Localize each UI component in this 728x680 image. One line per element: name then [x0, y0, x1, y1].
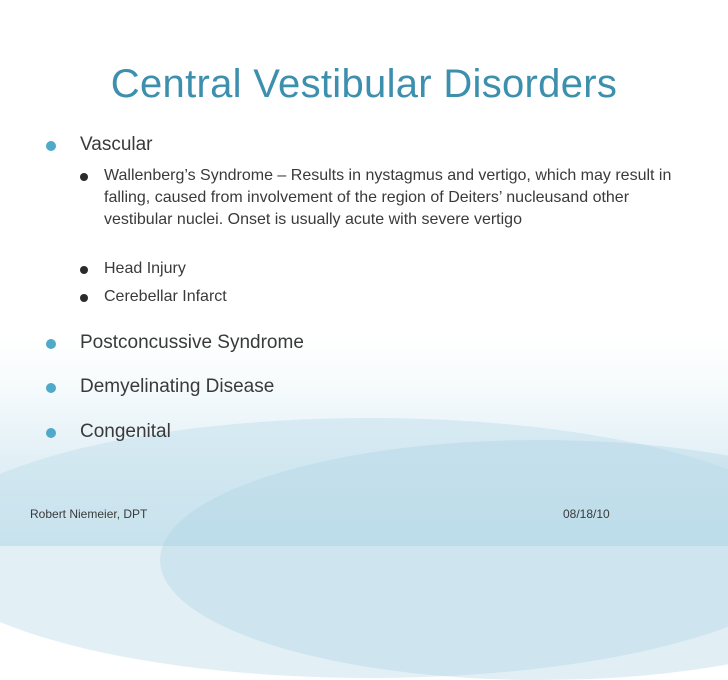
sub-bullet-icon: [80, 173, 88, 181]
slide-title: Central Vestibular Disorders: [110, 62, 618, 106]
bullet-icon: [46, 141, 56, 151]
bullet-icon: [46, 428, 56, 438]
footer-date: 08/18/10: [563, 507, 610, 521]
sub-bullet-cerebellar-infarct: Cerebellar Infarct: [104, 288, 227, 305]
bullet-demyelinating: Demyelinating Disease: [80, 376, 275, 397]
bullet-icon: [46, 383, 56, 393]
sub-bullet-head-injury: Head Injury: [104, 260, 186, 277]
sub-bullet-wallenberg: Wallenberg’s Syndrome – Results in nystagmus and vertigo, which may result in falling, caused from involvement of the region of Deiters’ nucleusand other vestibular nuclei. Onset is usually acute with severe vertigo: [104, 167, 672, 228]
sub-bullet-icon: [80, 294, 88, 302]
sub-bullet-icon: [80, 266, 88, 274]
footer-author: Robert Niemeier, DPT: [30, 507, 148, 521]
bullet-vascular: Vascular: [80, 134, 153, 155]
bullet-congenital: Congenital: [80, 421, 171, 442]
bullet-postconcussive: Postconcussive Syndrome: [80, 332, 304, 353]
bullet-icon: [46, 339, 56, 349]
